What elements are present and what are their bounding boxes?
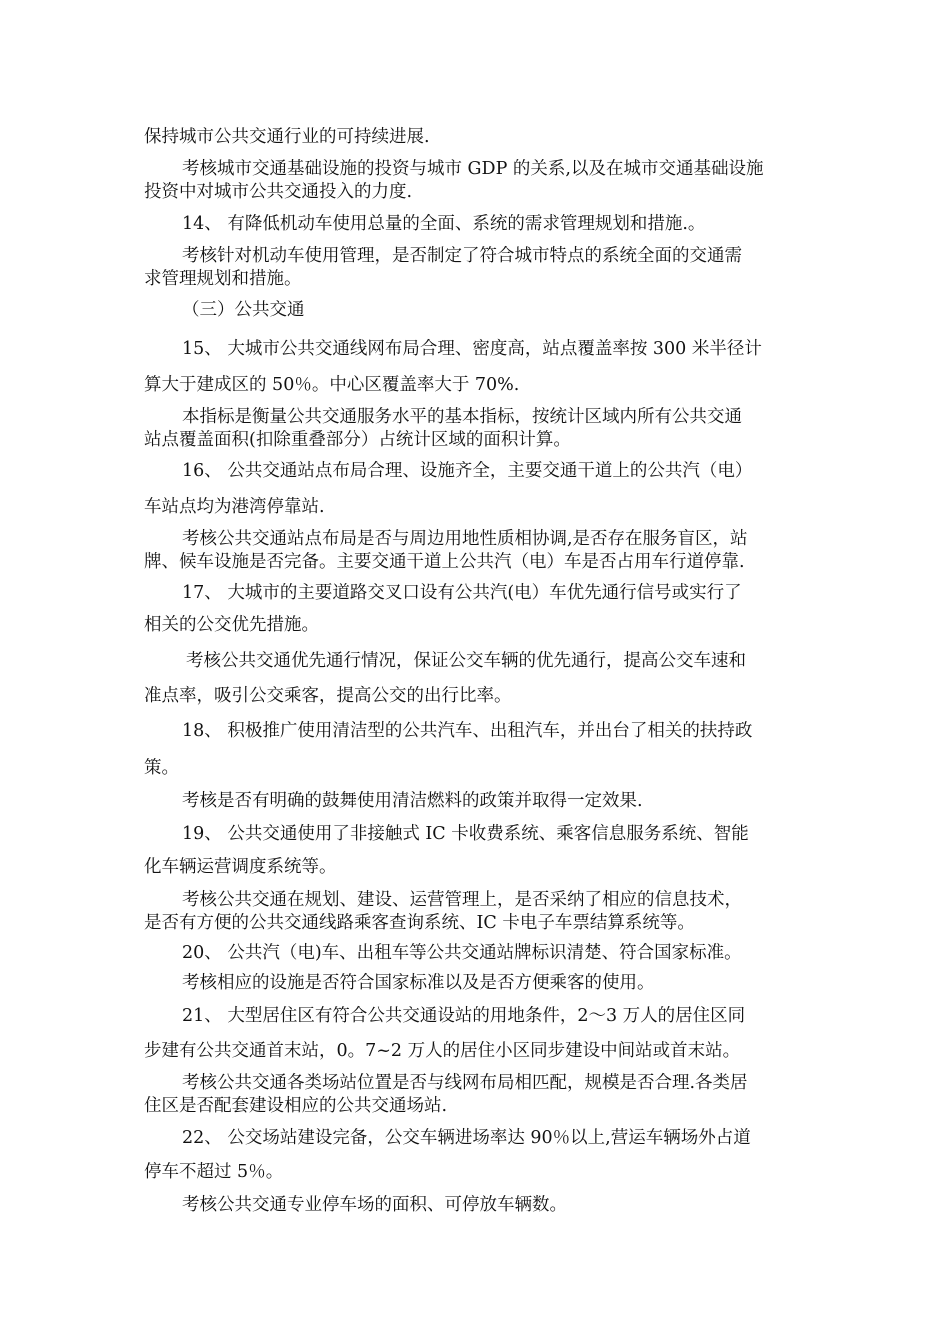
text-line: 考核相应的设施是否符合国家标准以及是否方便乘客的使用。 bbox=[182, 973, 655, 993]
text-line: 停车不超过 5％。 bbox=[144, 1162, 284, 1182]
item-20-heading: 20、 公共汽（电)车、出租车等公共交通站牌标识清楚、符合国家标准。 bbox=[182, 943, 742, 963]
text-line: 考核公共交通优先通行情况，保证公交车辆的优先通行，提高公交车速和 bbox=[186, 651, 746, 671]
text-line: 考核公共交通专业停车场的面积、可停放车辆数。 bbox=[182, 1195, 567, 1215]
text-line: 求管理规划和措施。 bbox=[144, 269, 302, 289]
text-line: 牌、候车设施是否完备。主要交通干道上公共汽（电）车是否占用车行道停靠. bbox=[144, 552, 745, 572]
text-line: 车站点均为港湾停靠站. bbox=[144, 497, 325, 517]
text-line: 考核公共交通各类场站位置是否与线网布局相匹配，规模是否合理.各类居 bbox=[182, 1073, 748, 1093]
text-line: 本指标是衡量公共交通服务水平的基本指标，按统计区域内所有公共交通 bbox=[182, 407, 742, 427]
text-line: 考核公共交通在规划、建设、运营管理上，是否采纳了相应的信息技术， bbox=[182, 890, 742, 910]
section-heading: （三）公共交通 bbox=[182, 300, 305, 320]
text-line: 策。 bbox=[144, 758, 179, 778]
text-line: 考核公共交通站点布局是否与周边用地性质相协调,是否存在服务盲区，站 bbox=[182, 529, 748, 549]
item-14-heading: 14、 有降低机动车使用总量的全面、系统的需求管理规划和措施.。 bbox=[182, 214, 706, 234]
text-line: 住区是否配套建设相应的公共交通场站. bbox=[144, 1096, 448, 1116]
text-line: 是否有方便的公共交通线路乘客查询系统、IC 卡电子车票结算系统等。 bbox=[144, 913, 695, 933]
item-21-heading: 21、 大型居住区有符合公共交通设站的用地条件，2～3 万人的居住区同 bbox=[182, 1006, 746, 1026]
text-line: 考核是否有明确的鼓舞使用清洁燃料的政策并取得一定效果. bbox=[182, 791, 643, 811]
item-16-heading: 16、 公共交通站点布局合理、设施齐全，主要交通干道上的公共汽（电） bbox=[182, 461, 753, 481]
text-line: 保持城市公共交通行业的可持续进展. bbox=[144, 127, 430, 147]
text-line: 准点率，吸引公交乘客，提高公交的出行比率。 bbox=[144, 686, 512, 706]
item-15-heading: 15、 大城市公共交通线网布局合理、密度高，站点覆盖率按 300 米半径计 bbox=[182, 339, 762, 359]
text-line: 考核城市交通基础设施的投资与城市 GDP 的关系,以及在城市交通基础设施 bbox=[182, 159, 764, 179]
item-22-heading: 22、 公交场站建设完备，公交车辆进场率达 90％以上,营运车辆场外占道 bbox=[182, 1128, 751, 1148]
item-18-heading: 18、 积极推广使用清洁型的公共汽车、出租汽车，并出台了相关的扶持政 bbox=[182, 721, 753, 741]
text-line: 步建有公共交通首末站，0。7~2 万人的居住小区同步建设中间站或首末站。 bbox=[144, 1041, 741, 1061]
item-17-heading: 17、 大城市的主要道路交叉口设有公共汽(电）车优先通行信号或实行了 bbox=[182, 583, 742, 603]
item-19-heading: 19、 公共交通使用了非接触式 IC 卡收费系统、乘客信息服务系统、智能 bbox=[182, 824, 749, 844]
text-line: 站点覆盖面积(扣除重叠部分）占统计区域的面积计算。 bbox=[144, 430, 571, 450]
text-line: 考核针对机动车使用管理，是否制定了符合城市特点的系统全面的交通需 bbox=[182, 246, 742, 266]
text-line: 算大于建成区的 50％。中心区覆盖率大于 70%. bbox=[144, 375, 520, 395]
text-line: 投资中对城市公共交通投入的力度. bbox=[144, 182, 413, 202]
text-line: 化车辆运营调度系统等。 bbox=[144, 857, 337, 877]
text-line: 相关的公交优先措施。 bbox=[144, 615, 319, 635]
